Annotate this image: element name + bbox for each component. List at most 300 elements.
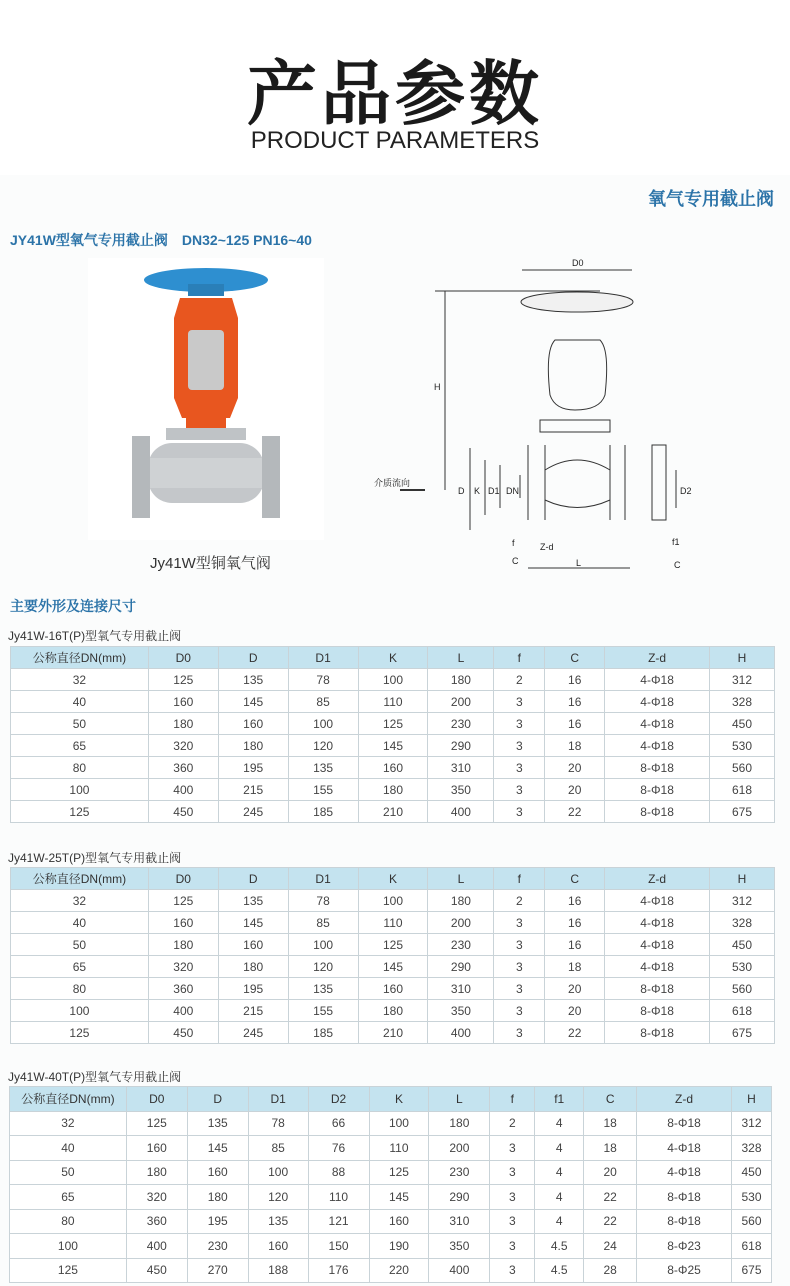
table-row <box>10 1209 772 1234</box>
column-header: C <box>545 868 605 890</box>
table-cell: 180 <box>148 713 218 735</box>
table-cell: 24 <box>584 1234 637 1259</box>
table-cell: 4 <box>535 1111 584 1136</box>
table-cell: 350 <box>428 1000 494 1022</box>
table-cell: 220 <box>369 1258 429 1283</box>
table-row <box>10 1136 772 1161</box>
table-cell: 3 <box>494 1022 545 1044</box>
table-cell: 215 <box>218 1000 288 1022</box>
table-header-row <box>11 868 775 890</box>
table-cell: 20 <box>545 978 605 1000</box>
table-cell: 3 <box>494 691 545 713</box>
table-cell: 530 <box>710 735 775 757</box>
table-cell: 3 <box>490 1258 535 1283</box>
table-cell: 530 <box>710 956 775 978</box>
table-cell: 125 <box>148 890 218 912</box>
table-row <box>10 1234 772 1259</box>
table-cell: 675 <box>710 801 775 823</box>
spec-table-16 <box>10 646 775 823</box>
label-flow: 介质流向 <box>374 478 411 488</box>
table-row <box>10 1258 772 1283</box>
column-header: f1 <box>535 1087 584 1112</box>
table-cell: 450 <box>126 1258 187 1283</box>
table-cell: 245 <box>218 1022 288 1044</box>
table-cell: 310 <box>428 757 494 779</box>
column-header: Z-d <box>605 868 710 890</box>
table-cell: 120 <box>288 956 358 978</box>
table-cell: 560 <box>710 757 775 779</box>
table-cell: 32 <box>11 890 149 912</box>
table-cell: 328 <box>710 912 775 934</box>
table-cell: 80 <box>11 978 149 1000</box>
table-cell: 200 <box>428 912 494 934</box>
table-cell: 160 <box>358 978 428 1000</box>
table-cell: 185 <box>288 801 358 823</box>
table-cell: 4.5 <box>535 1234 584 1259</box>
column-header: f <box>494 647 545 669</box>
table-caption-16: Jy41W-16T(P)型氧气专用截止阀 <box>8 629 182 643</box>
table-row <box>11 978 775 1000</box>
dimension-diagram <box>360 250 700 580</box>
table-cell: 16 <box>545 691 605 713</box>
table-caption-25: Jy41W-25T(P)型氧气专用截止阀 <box>8 851 182 865</box>
table-cell: 3 <box>494 934 545 956</box>
table-cell: 230 <box>428 934 494 956</box>
table-cell: 135 <box>248 1209 308 1234</box>
table-cell: 8-Φ25 <box>637 1258 732 1283</box>
table-cell: 180 <box>358 779 428 801</box>
label-h: H <box>434 382 441 392</box>
page-subtitle: PRODUCT PARAMETERS <box>250 127 540 154</box>
table-cell: 3 <box>494 801 545 823</box>
column-header: D0 <box>126 1087 187 1112</box>
column-header: Z-d <box>605 647 710 669</box>
table-cell: 4 <box>535 1185 584 1210</box>
table-row <box>11 713 775 735</box>
table-cell: 120 <box>248 1185 308 1210</box>
table-row <box>11 669 775 691</box>
column-header: f <box>490 1087 535 1112</box>
table-cell: 160 <box>248 1234 308 1259</box>
table-cell: 160 <box>187 1160 248 1185</box>
table-header-row <box>10 1087 772 1112</box>
table-cell: 180 <box>126 1160 187 1185</box>
table-cell: 180 <box>218 956 288 978</box>
table-cell: 320 <box>126 1185 187 1210</box>
table-cell: 100 <box>11 1000 149 1022</box>
table-cell: 8-Φ18 <box>605 757 710 779</box>
table-cell: 18 <box>584 1111 637 1136</box>
table-cell: 4 <box>535 1160 584 1185</box>
table-cell: 185 <box>288 1022 358 1044</box>
table-cell: 78 <box>288 890 358 912</box>
photo-caption: Jy41W型铜氧气阀 <box>150 555 271 572</box>
table-cell: 2 <box>494 890 545 912</box>
column-header: D0 <box>148 868 218 890</box>
table-cell: 4-Φ18 <box>605 912 710 934</box>
table-cell: 180 <box>358 1000 428 1022</box>
table-cell: 2 <box>494 669 545 691</box>
table-cell: 4-Φ18 <box>637 1136 732 1161</box>
table-cell: 8-Φ18 <box>637 1111 732 1136</box>
product-line-title: JY41W型氧气专用截止阀 DN32~125 PN16~40 <box>10 232 312 248</box>
table-cell: 8-Φ18 <box>605 978 710 1000</box>
table-cell: 110 <box>308 1185 369 1210</box>
table-cell: 88 <box>308 1160 369 1185</box>
table-cell: 4-Φ18 <box>605 735 710 757</box>
column-header: K <box>358 868 428 890</box>
table-cell: 320 <box>148 735 218 757</box>
column-header: L <box>428 647 494 669</box>
table-cell: 618 <box>710 779 775 801</box>
table-cell: 8-Φ18 <box>637 1185 732 1210</box>
table-cell: 8-Φ18 <box>637 1209 732 1234</box>
table-cell: 3 <box>490 1234 535 1259</box>
table-row <box>11 956 775 978</box>
table-cell: 120 <box>288 735 358 757</box>
table-cell: 270 <box>187 1258 248 1283</box>
table-cell: 560 <box>731 1209 771 1234</box>
table-cell: 3 <box>494 912 545 934</box>
column-header: Z-d <box>637 1087 732 1112</box>
table-cell: 65 <box>11 956 149 978</box>
table-cell: 135 <box>218 890 288 912</box>
label-f: f <box>512 538 515 548</box>
category-tag: 氧气专用截止阀 <box>648 189 774 209</box>
table-cell: 328 <box>731 1136 771 1161</box>
table-row <box>10 1111 772 1136</box>
table-cell: 100 <box>248 1160 308 1185</box>
table-cell: 160 <box>218 934 288 956</box>
table-cell: 110 <box>358 912 428 934</box>
table-cell: 3 <box>490 1136 535 1161</box>
table-cell: 22 <box>584 1185 637 1210</box>
table-cell: 50 <box>11 934 149 956</box>
table-cell: 195 <box>218 978 288 1000</box>
table-cell: 125 <box>126 1111 187 1136</box>
table-cell: 400 <box>126 1234 187 1259</box>
label-c: C <box>512 556 519 566</box>
table-row <box>11 691 775 713</box>
table-cell: 230 <box>428 713 494 735</box>
table-cell: 4-Φ18 <box>605 691 710 713</box>
table-cell: 32 <box>10 1111 127 1136</box>
table-cell: 290 <box>428 735 494 757</box>
table-cell: 16 <box>545 890 605 912</box>
table-cell: 160 <box>369 1209 429 1234</box>
table-cell: 125 <box>11 801 149 823</box>
table-cell: 65 <box>11 735 149 757</box>
table-cell: 180 <box>187 1185 248 1210</box>
table-cell: 80 <box>10 1209 127 1234</box>
table-cell: 245 <box>218 801 288 823</box>
table-cell: 8-Φ18 <box>605 801 710 823</box>
column-header: 公称直径DN(mm) <box>11 647 149 669</box>
label-d0: D0 <box>572 258 584 268</box>
table-cell: 20 <box>545 757 605 779</box>
table-cell: 16 <box>545 669 605 691</box>
table-cell: 32 <box>11 669 149 691</box>
table-cell: 160 <box>126 1136 187 1161</box>
table-cell: 675 <box>731 1258 771 1283</box>
table-cell: 8-Φ18 <box>605 779 710 801</box>
table-cell: 3 <box>494 713 545 735</box>
table-cell: 4-Φ18 <box>605 934 710 956</box>
table-cell: 618 <box>731 1234 771 1259</box>
table-cell: 160 <box>218 713 288 735</box>
label-d1: D1 <box>488 486 500 496</box>
table-cell: 360 <box>148 757 218 779</box>
column-header: 公称直径DN(mm) <box>11 868 149 890</box>
hero-header <box>0 0 790 175</box>
table-row <box>11 890 775 912</box>
table-cell: 40 <box>10 1136 127 1161</box>
table-cell: 618 <box>710 1000 775 1022</box>
table-cell: 4-Φ18 <box>605 669 710 691</box>
table-row <box>11 779 775 801</box>
table-cell: 195 <box>218 757 288 779</box>
valve-photo <box>88 258 324 540</box>
table-cell: 85 <box>248 1136 308 1161</box>
table-cell: 360 <box>148 978 218 1000</box>
table-row <box>10 1160 772 1185</box>
table-cell: 50 <box>11 713 149 735</box>
table-cell: 50 <box>10 1160 127 1185</box>
table-cell: 125 <box>11 1022 149 1044</box>
column-header: D0 <box>148 647 218 669</box>
table-cell: 675 <box>710 1022 775 1044</box>
table-caption-40: Jy41W-40T(P)型氧气专用截止阀 <box>8 1070 182 1084</box>
table-cell: 180 <box>429 1111 490 1136</box>
table-cell: 8-Φ23 <box>637 1234 732 1259</box>
column-header: C <box>545 647 605 669</box>
table-cell: 290 <box>429 1185 490 1210</box>
column-header: 公称直径DN(mm) <box>10 1087 127 1112</box>
table-cell: 310 <box>428 978 494 1000</box>
table-cell: 85 <box>288 912 358 934</box>
column-header: D1 <box>288 647 358 669</box>
table-cell: 176 <box>308 1258 369 1283</box>
table-cell: 360 <box>126 1209 187 1234</box>
column-header: K <box>358 647 428 669</box>
table-cell: 40 <box>11 912 149 934</box>
table-cell: 450 <box>710 934 775 956</box>
table-cell: 125 <box>358 934 428 956</box>
table-cell: 4.5 <box>535 1258 584 1283</box>
column-header: D <box>218 868 288 890</box>
table-cell: 125 <box>148 669 218 691</box>
table-cell: 450 <box>710 713 775 735</box>
table-cell: 65 <box>10 1185 127 1210</box>
table-cell: 125 <box>369 1160 429 1185</box>
table-cell: 3 <box>490 1160 535 1185</box>
table-cell: 8-Φ18 <box>605 1022 710 1044</box>
table-cell: 145 <box>218 912 288 934</box>
table-cell: 2 <box>490 1111 535 1136</box>
table-cell: 328 <box>710 691 775 713</box>
label-c2: C <box>674 560 681 570</box>
table-cell: 230 <box>429 1160 490 1185</box>
table-cell: 400 <box>148 1000 218 1022</box>
table-row <box>11 934 775 956</box>
table-cell: 110 <box>369 1136 429 1161</box>
table-cell: 210 <box>358 801 428 823</box>
table-cell: 180 <box>148 934 218 956</box>
table-cell: 180 <box>428 890 494 912</box>
table-cell: 4-Φ18 <box>637 1160 732 1185</box>
table-cell: 18 <box>545 735 605 757</box>
table-cell: 18 <box>584 1136 637 1161</box>
table-cell: 3 <box>490 1209 535 1234</box>
table-cell: 20 <box>545 1000 605 1022</box>
column-header: D <box>218 647 288 669</box>
spec-table-40 <box>9 1086 772 1283</box>
table-cell: 4-Φ18 <box>605 890 710 912</box>
table-cell: 121 <box>308 1209 369 1234</box>
page-title: 产品参数 <box>247 53 543 135</box>
table-cell: 530 <box>731 1185 771 1210</box>
table-cell: 160 <box>148 691 218 713</box>
table-cell: 135 <box>187 1111 248 1136</box>
table-cell: 312 <box>710 890 775 912</box>
column-header: L <box>428 868 494 890</box>
column-header: C <box>584 1087 637 1112</box>
table-cell: 100 <box>369 1111 429 1136</box>
table-cell: 190 <box>369 1234 429 1259</box>
column-header: H <box>710 868 775 890</box>
table-cell: 145 <box>369 1185 429 1210</box>
column-header: L <box>429 1087 490 1112</box>
table-cell: 3 <box>490 1185 535 1210</box>
table-cell: 100 <box>11 779 149 801</box>
table-cell: 145 <box>358 735 428 757</box>
table-cell: 20 <box>545 779 605 801</box>
table-cell: 290 <box>428 956 494 978</box>
table-cell: 195 <box>187 1209 248 1234</box>
table-cell: 450 <box>148 1022 218 1044</box>
label-l: L <box>576 558 582 568</box>
table-cell: 4 <box>535 1209 584 1234</box>
table-cell: 100 <box>288 934 358 956</box>
table-cell: 3 <box>494 757 545 779</box>
table-cell: 320 <box>148 956 218 978</box>
table-cell: 16 <box>545 713 605 735</box>
table-cell: 312 <box>731 1111 771 1136</box>
table-cell: 350 <box>428 779 494 801</box>
table-cell: 20 <box>584 1160 637 1185</box>
table-row <box>11 801 775 823</box>
table-cell: 100 <box>358 669 428 691</box>
table-row <box>11 1000 775 1022</box>
table-cell: 160 <box>358 757 428 779</box>
column-header: f <box>494 868 545 890</box>
label-f1: f1 <box>672 537 680 547</box>
table-cell: 450 <box>731 1160 771 1185</box>
label-d2: D2 <box>680 486 692 496</box>
column-header: D1 <box>248 1087 308 1112</box>
table-cell: 560 <box>710 978 775 1000</box>
table-cell: 200 <box>428 691 494 713</box>
table-row <box>10 1185 772 1210</box>
table-cell: 145 <box>187 1136 248 1161</box>
table-cell: 4-Φ18 <box>605 956 710 978</box>
table-cell: 16 <box>545 934 605 956</box>
table-cell: 22 <box>545 801 605 823</box>
table-cell: 100 <box>288 713 358 735</box>
table-cell: 100 <box>10 1234 127 1259</box>
table-cell: 4 <box>535 1136 584 1161</box>
column-header: K <box>369 1087 429 1112</box>
table-cell: 160 <box>148 912 218 934</box>
table-cell: 135 <box>218 669 288 691</box>
column-header: H <box>731 1087 771 1112</box>
table-cell: 18 <box>545 956 605 978</box>
table-cell: 8-Φ18 <box>605 1000 710 1022</box>
table-cell: 125 <box>358 713 428 735</box>
table-cell: 3 <box>494 1000 545 1022</box>
table-cell: 3 <box>494 956 545 978</box>
table-cell: 110 <box>358 691 428 713</box>
table-cell: 80 <box>11 757 149 779</box>
section-title: 主要外形及连接尺寸 <box>10 598 136 614</box>
table-cell: 66 <box>308 1111 369 1136</box>
table-cell: 210 <box>358 1022 428 1044</box>
table-cell: 400 <box>428 801 494 823</box>
table-cell: 28 <box>584 1258 637 1283</box>
table-cell: 155 <box>288 779 358 801</box>
table-cell: 400 <box>428 1022 494 1044</box>
column-header: H <box>710 647 775 669</box>
table-cell: 3 <box>494 779 545 801</box>
spec-table-25 <box>10 867 775 1044</box>
table-cell: 3 <box>494 978 545 1000</box>
table-cell: 76 <box>308 1136 369 1161</box>
table-row <box>11 912 775 934</box>
table-cell: 16 <box>545 912 605 934</box>
table-cell: 350 <box>429 1234 490 1259</box>
table-cell: 125 <box>10 1258 127 1283</box>
table-cell: 180 <box>218 735 288 757</box>
table-cell: 3 <box>494 735 545 757</box>
table-cell: 310 <box>429 1209 490 1234</box>
column-header: D2 <box>308 1087 369 1112</box>
label-zd: Z-d <box>540 542 554 552</box>
column-header: D1 <box>288 868 358 890</box>
table-cell: 78 <box>288 669 358 691</box>
label-d: D <box>458 486 465 496</box>
table-cell: 180 <box>428 669 494 691</box>
table-cell: 145 <box>358 956 428 978</box>
table-cell: 22 <box>545 1022 605 1044</box>
table-cell: 135 <box>288 757 358 779</box>
table-row <box>11 1022 775 1044</box>
table-cell: 4-Φ18 <box>605 713 710 735</box>
table-cell: 100 <box>358 890 428 912</box>
table-cell: 188 <box>248 1258 308 1283</box>
column-header: D <box>187 1087 248 1112</box>
table-row <box>11 735 775 757</box>
table-header-row <box>11 647 775 669</box>
table-cell: 85 <box>288 691 358 713</box>
table-cell: 400 <box>148 779 218 801</box>
table-cell: 230 <box>187 1234 248 1259</box>
table-cell: 22 <box>584 1209 637 1234</box>
table-cell: 400 <box>429 1258 490 1283</box>
table-cell: 200 <box>429 1136 490 1161</box>
table-cell: 78 <box>248 1111 308 1136</box>
label-k: K <box>474 486 481 496</box>
table-cell: 450 <box>148 801 218 823</box>
